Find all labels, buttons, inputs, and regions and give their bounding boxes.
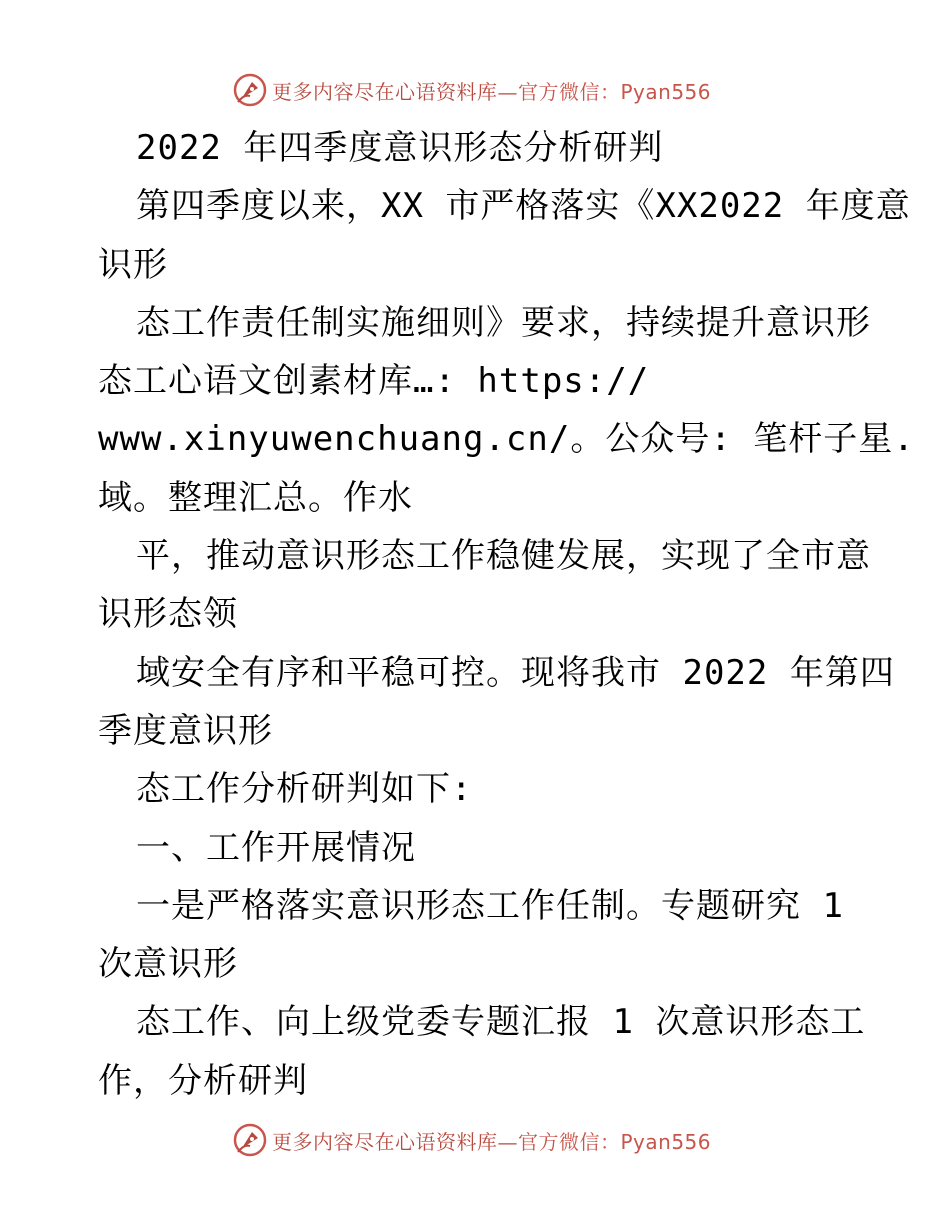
watermark-wechat: 官方微信：Pyan556 <box>518 1129 712 1154</box>
doc-line: 域。整理汇总。作水 <box>98 477 413 518</box>
watermark-banner-top <box>232 70 711 110</box>
doc-line: 识形 <box>98 244 168 285</box>
watermark-dash: — <box>497 79 518 104</box>
doc-line: 次意识形 <box>98 944 238 985</box>
doc-line: 态工作、向上级党委专题汇报 1 次意识形态工 <box>136 1002 866 1043</box>
pen-nib-icon <box>232 72 268 108</box>
watermark-main: 更多内容尽在心语资料库 <box>272 79 498 104</box>
watermark-text <box>272 1126 711 1155</box>
document-body <box>98 122 915 1113</box>
doc-line: 识形态领 <box>98 594 238 635</box>
doc-line: 季度意识形 <box>98 710 273 751</box>
doc-line: 一、工作开展情况 <box>136 827 416 868</box>
watermark-dash: — <box>497 1129 518 1154</box>
watermark-text <box>272 76 711 105</box>
watermark-wechat: 官方微信：Pyan556 <box>518 79 712 104</box>
doc-line: 平，推动意识形态工作稳健发展，实现了全市意 <box>136 536 871 577</box>
doc-line: 作，分析研判 <box>98 1060 308 1101</box>
doc-line: 2022 年四季度意识形态分析研判 <box>136 128 664 168</box>
doc-line: 第四季度以来，XX 市严格落实《XX2022 年度意 <box>136 186 911 227</box>
doc-line: 域安全有序和平稳可控。现将我市 2022 年第四 <box>136 652 895 693</box>
doc-line: 态工心语文创素材库…: https:// <box>98 361 650 402</box>
doc-line: 态工作责任制实施细则》要求，持续提升意识形 <box>136 302 871 343</box>
doc-line: 态工作分析研判如下: <box>136 769 473 810</box>
watermark-banner-bottom <box>232 1120 711 1160</box>
pen-nib-icon <box>232 1122 268 1158</box>
doc-line: 一是严格落实意识形态工作任制。专题研究 1 <box>136 885 844 926</box>
watermark-main: 更多内容尽在心语资料库 <box>272 1129 498 1154</box>
doc-line: www.xinyuwenchuang.cn/。公众号: 笔杆子星. <box>98 419 915 460</box>
